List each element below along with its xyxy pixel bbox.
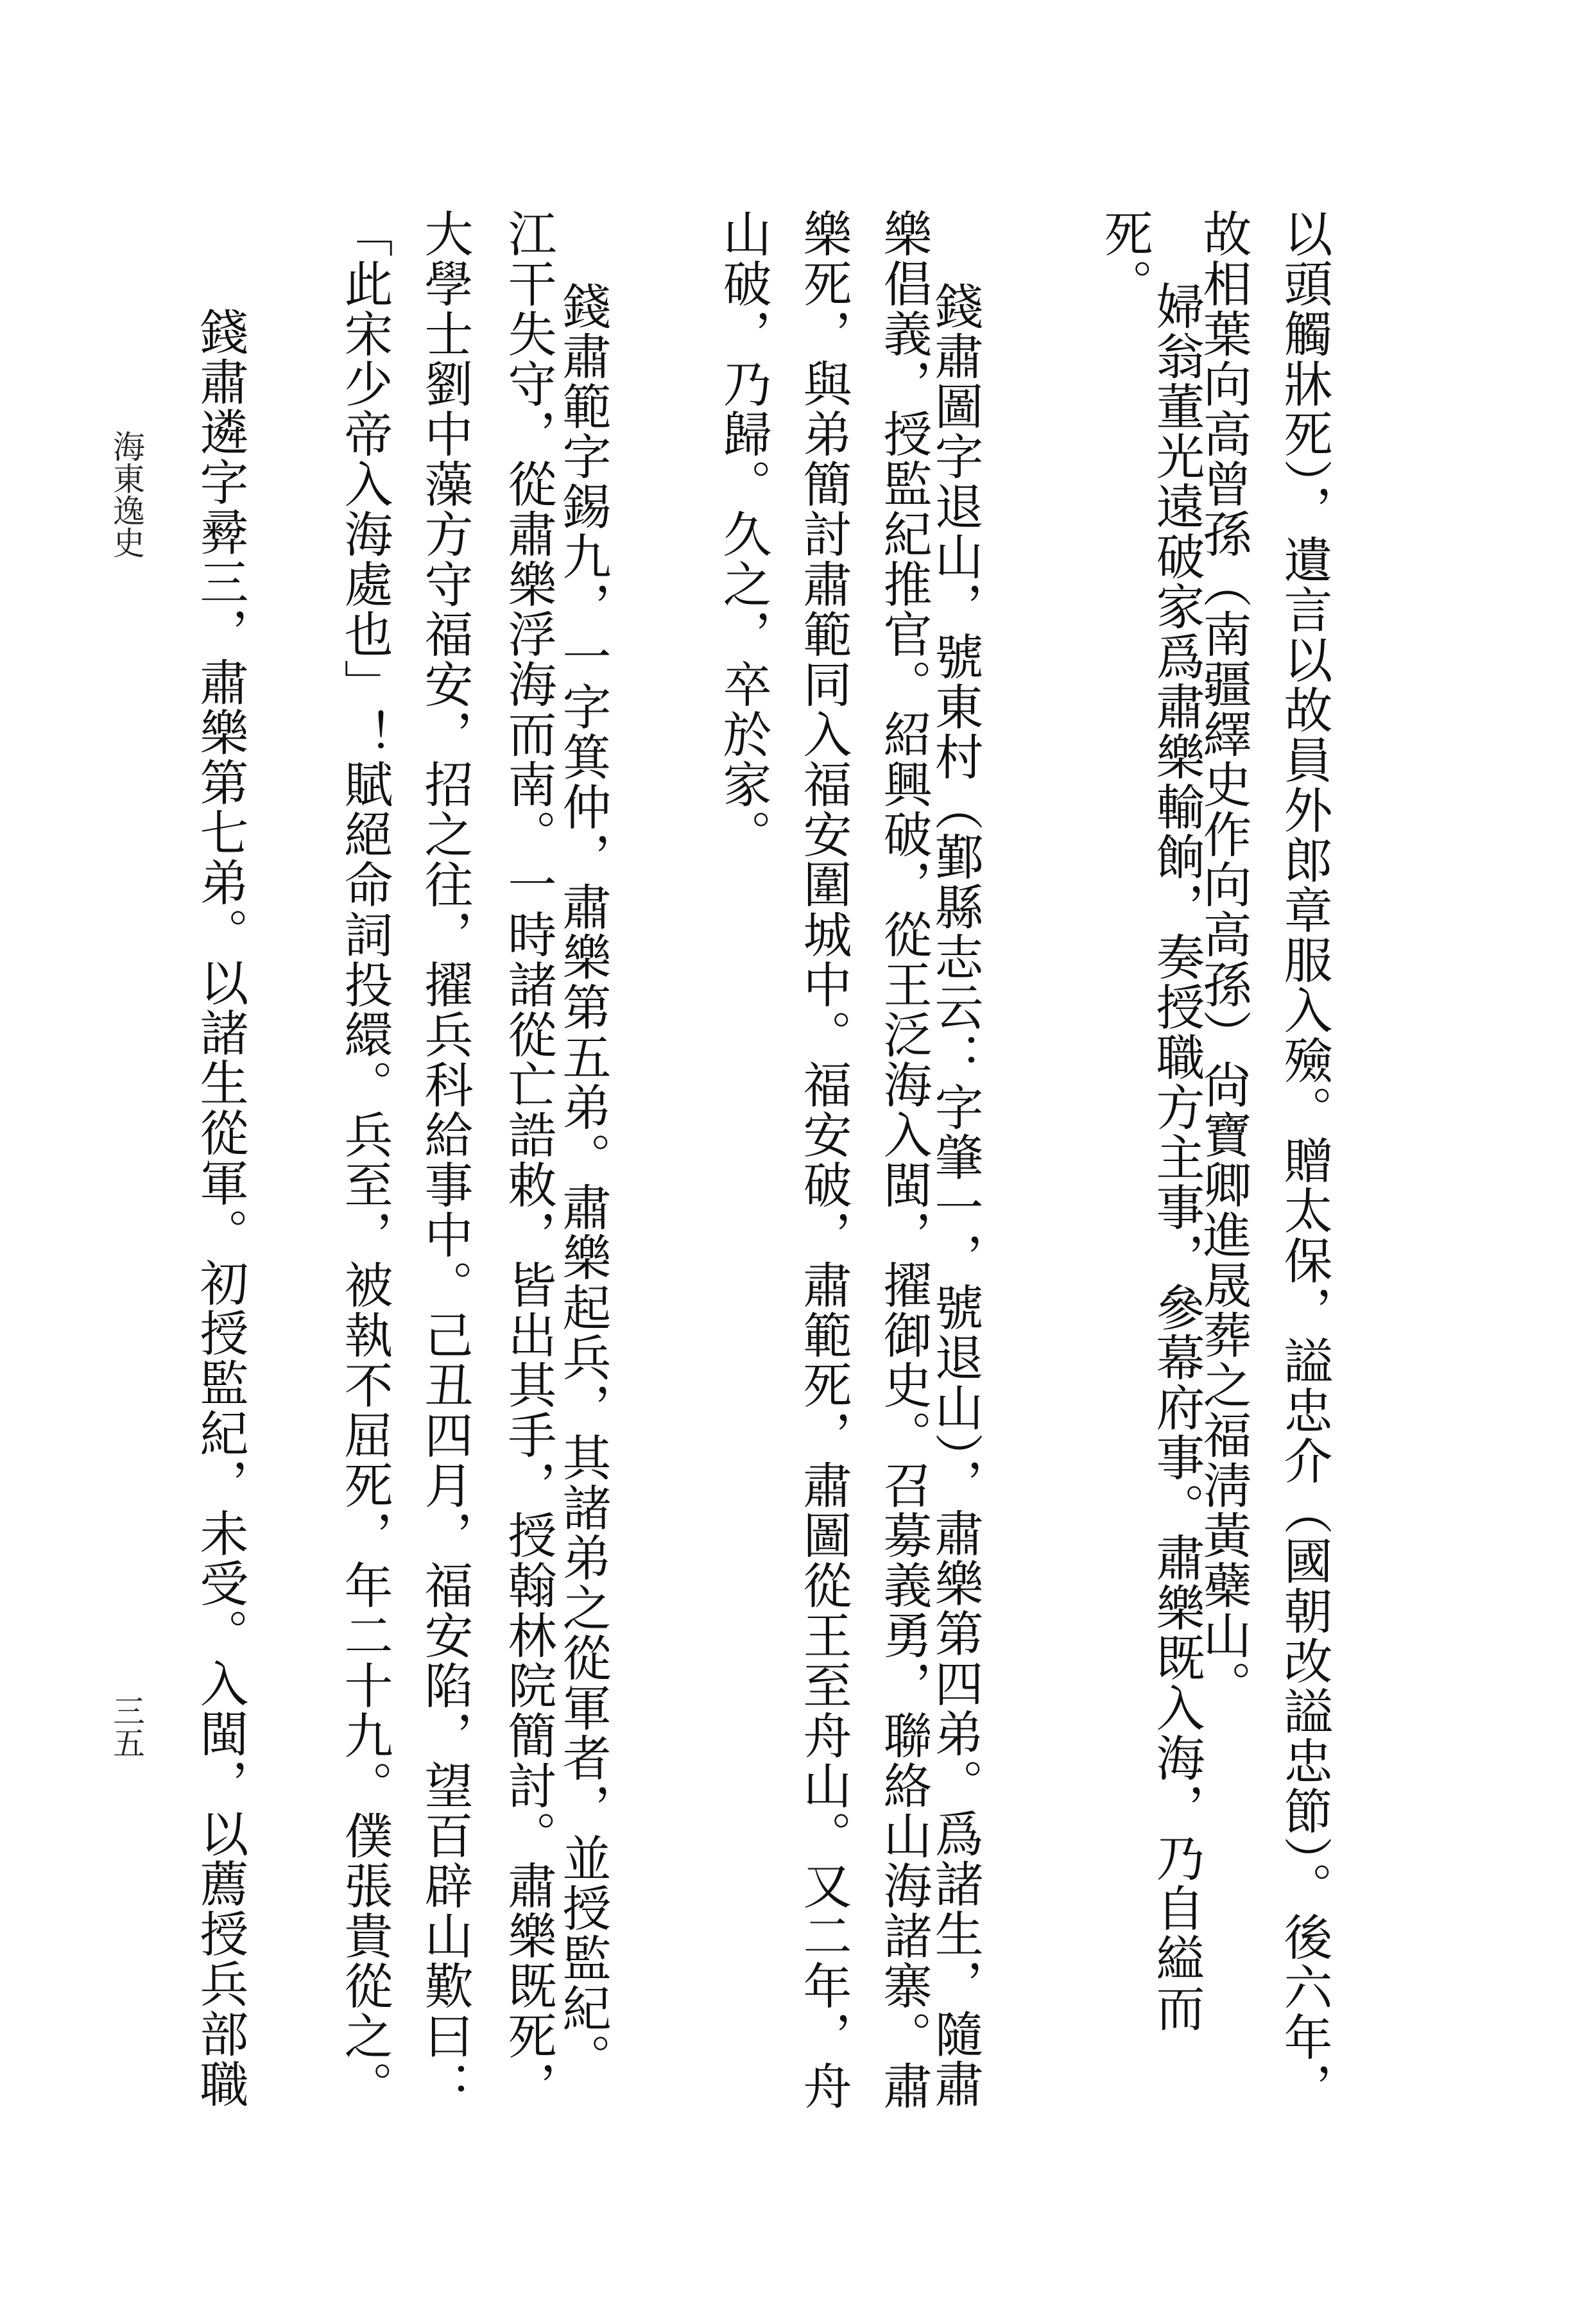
footer-page-number: 三五 — [108, 1694, 145, 1759]
text-column-3: 婦翁董光遠破家爲肅樂輸餉，奏授職方主事，參幕府事。肅樂既入海，乃自縊而 — [1148, 281, 1205, 2033]
text-column-4: 死。 — [1096, 209, 1153, 309]
text-column-10: 江干失守，從肅樂浮海而南。一時諸從亡誥敕，皆出其手，授翰林院簡討。肅樂既死， — [500, 209, 557, 2111]
text-column-1: 以頭觸牀死），遺言以故員外郎章服入殮。贈太保，謚忠介（國朝改謚忠節）。後六年， — [1276, 209, 1333, 2112]
text-column-8: 山破，乃歸。久之，卒於家。 — [715, 209, 772, 859]
text-column-9: 錢肅範字錫九，一字箕仲，肅樂第五弟。肅樂起兵，其諸弟之從軍者，並授監紀。 — [555, 281, 612, 2083]
text-column-11: 大學士劉中藻方守福安，招之往，擢兵科給事中。己丑四月，福安陷，望百辟山歎曰： — [417, 209, 474, 2111]
text-column-2: 故相葉向高曾孫（南疆繹史作向高孫）尙寶卿進晟葬之福淸黃蘗山。 — [1195, 209, 1252, 1710]
footer-book-title: 海東逸史 — [108, 430, 145, 558]
text-column-13: 錢肅遴字彛三，肅樂第七弟。以諸生從軍。初授監紀，未受。入閩，以薦授兵部職 — [192, 307, 249, 2109]
text-column-5: 錢肅圖字退山，號東村（鄞縣志云：字肇一，號退山），肅樂第四弟。爲諸生，隨肅 — [927, 281, 984, 2109]
text-column-6: 樂倡義，授監紀推官。紹興破，從王泛海入閩，擢御史。召募義勇，聯絡山海諸寨。肅 — [875, 209, 933, 2111]
text-column-7: 樂死，與弟簡討肅範同入福安圍城中。福安破，肅範死，肅圖從王至舟山。又二年，舟 — [795, 209, 852, 2111]
text-column-12: 「此宋少帝入海處也」！賦絕命詞投繯。兵至，被執不屈死，年二十九。僕張貴從之。 — [336, 209, 393, 2111]
